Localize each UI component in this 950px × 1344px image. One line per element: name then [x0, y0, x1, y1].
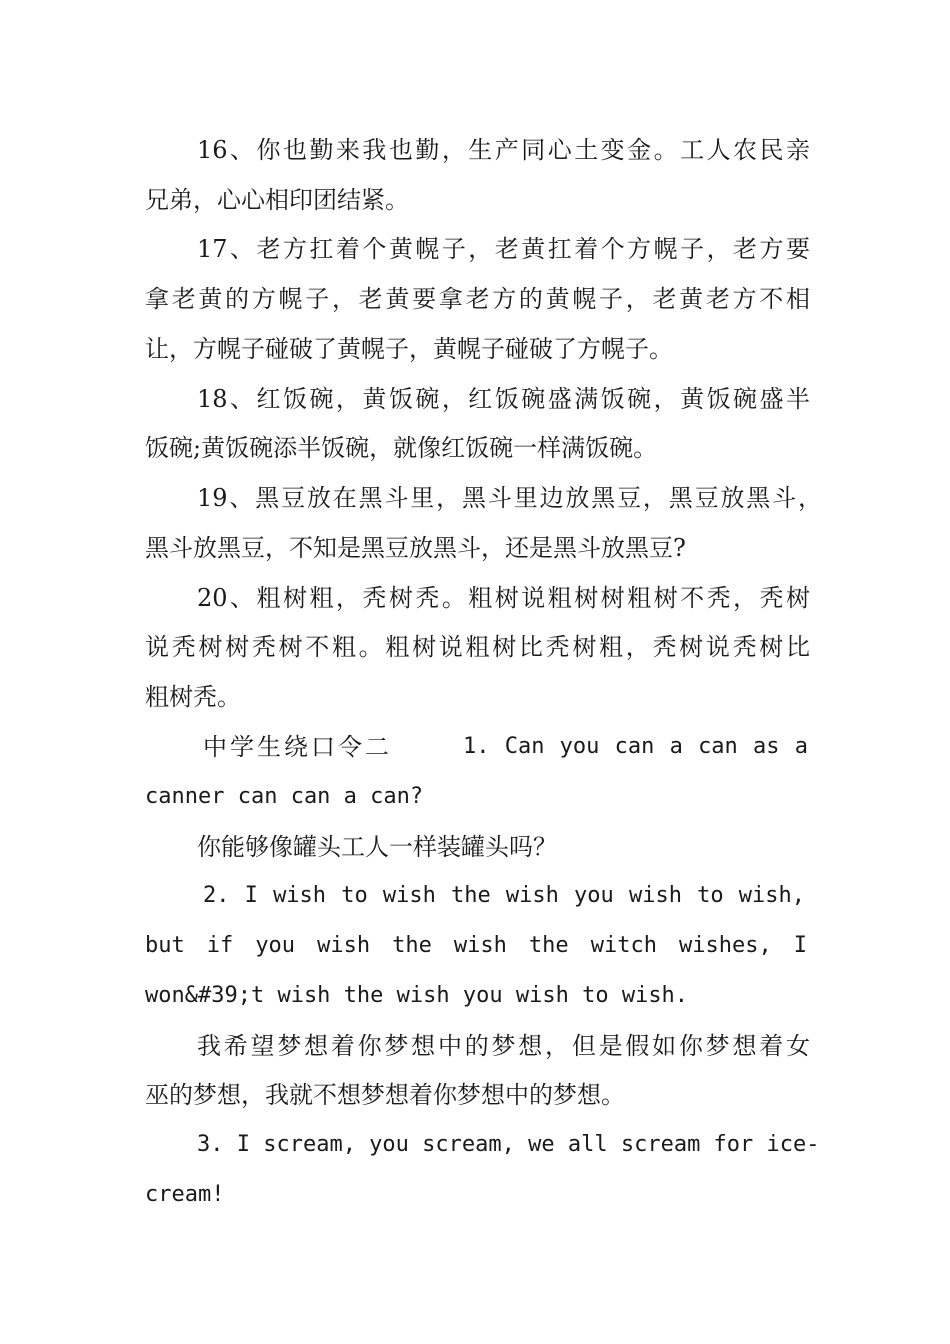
text-line: 饭碗;黄饭碗添半饭碗，就像红饭碗一样满饭碗。: [145, 434, 658, 462]
text-line: 2. I wish to wish the wish you wish to wish,: [203, 883, 805, 908]
text-line: 19、黑豆放在黑斗里，黑斗里边放黑豆，黑豆放黑斗，: [197, 484, 822, 512]
text-line: 17、老方扛着个黄幌子，老黄扛着个方幌子，老方要: [197, 235, 810, 263]
section-title: 中学生绕口令二: [203, 733, 392, 761]
text-line: 我希望梦想着你梦想中的梦想，但是假如你梦想着女: [197, 1032, 810, 1060]
text-line: 16、你也勤来我也勤，生产同心土变金。工人农民亲: [197, 136, 810, 164]
text-line: cream!: [145, 1182, 225, 1207]
text-line: 20、粗树粗，秃树秃。粗树说粗树树粗树不秃，秃树: [197, 584, 810, 612]
text-line: 拿老黄的方幌子，老黄要拿老方的黄幌子，老黄老方不相: [145, 285, 810, 313]
text-line: 粗树秃。: [145, 683, 241, 711]
text-line: 说秃树树秃树不粗。粗树说粗树比秃树粗，秃树说秃树比: [145, 633, 810, 661]
text-line: but if you wish the wish the witch wishes, I: [145, 933, 807, 958]
text-line: 巫的梦想，我就不想梦想着你梦想中的梦想。: [145, 1081, 625, 1109]
text-line: 3. I scream, you scream, we all scream for ice-: [197, 1132, 820, 1157]
text-line: won&#39;t wish the wish you wish to wish.: [145, 983, 689, 1008]
text-line: 兄弟，心心相印团结紧。: [145, 186, 409, 214]
text-line: 黑斗放黑豆，不知是黑豆放黑斗，还是黑斗放黑豆?: [145, 534, 686, 562]
text-line: 18、红饭碗，黄饭碗，红饭碗盛满饭碗，黄饭碗盛半: [197, 385, 810, 413]
text-line: 你能够像罐头工人一样装罐头吗？: [197, 833, 557, 861]
text-line: canner can can a can?: [145, 784, 424, 809]
text-line: 1. Can you can a can as a: [463, 734, 808, 759]
text-line: 让，方幌子碰破了黄幌子，黄幌子碰破了方幌子。: [145, 335, 673, 363]
